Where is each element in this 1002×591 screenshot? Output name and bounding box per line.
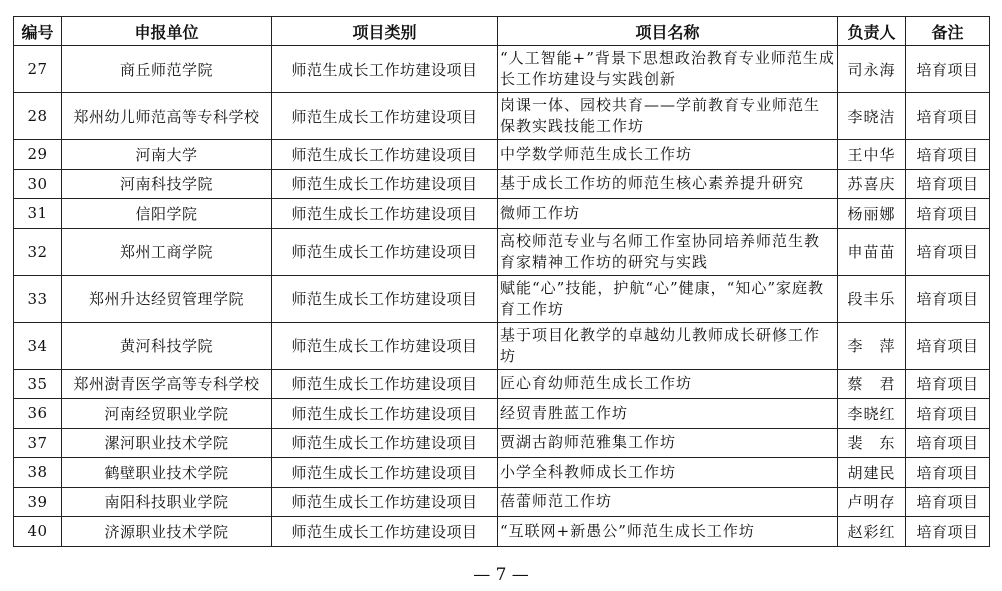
cell-person-in-charge: 申苗苗	[838, 228, 906, 275]
table-row	[14, 458, 990, 488]
cell-unit: 黄河科技学院	[62, 322, 272, 369]
cell-category: 师范生成长工作坊建设项目	[272, 46, 498, 93]
header-person-in-charge: 负责人	[838, 17, 906, 46]
cell-number: 40	[14, 517, 62, 547]
cell-person-in-charge: 赵彩红	[838, 517, 906, 547]
cell-number: 31	[14, 199, 62, 229]
cell-category: 师范生成长工作坊建设项目	[272, 458, 498, 488]
table-row	[14, 487, 990, 517]
header-project-name: 项目名称	[498, 17, 838, 46]
cell-remarks: 培育项目	[906, 199, 990, 229]
cell-person-in-charge: 李 萍	[838, 322, 906, 369]
cell-category: 师范生成长工作坊建设项目	[272, 169, 498, 199]
cell-project-name: 中学数学师范生成长工作坊	[498, 140, 838, 170]
cell-number: 36	[14, 399, 62, 429]
cell-remarks: 培育项目	[906, 369, 990, 399]
cell-number: 33	[14, 275, 62, 322]
cell-project-name: “人工智能+”背景下思想政治教育专业师范生成长工作坊建设与实践创新	[498, 46, 838, 93]
cell-project-name: 匠心育幼师范生成长工作坊	[498, 369, 838, 399]
cell-unit: 信阳学院	[62, 199, 272, 229]
cell-project-name: “互联网+新愚公”师范生成长工作坊	[498, 517, 838, 547]
cell-category: 师范生成长工作坊建设项目	[272, 322, 498, 369]
cell-category: 师范生成长工作坊建设项目	[272, 275, 498, 322]
table-row	[14, 369, 990, 399]
table-row	[14, 517, 990, 547]
cell-project-name: 经贸青胜蓝工作坊	[498, 399, 838, 429]
table-row	[14, 169, 990, 199]
cell-unit: 郑州幼儿师范高等专科学校	[62, 93, 272, 140]
header-row	[14, 17, 990, 46]
cell-category: 师范生成长工作坊建设项目	[272, 428, 498, 458]
cell-remarks: 培育项目	[906, 46, 990, 93]
cell-unit: 鹤壁职业技术学院	[62, 458, 272, 488]
cell-person-in-charge: 卢明存	[838, 487, 906, 517]
cell-project-name: 高校师范专业与名师工作室协同培养师范生教育家精神工作坊的研究与实践	[498, 228, 838, 275]
table-row	[14, 275, 990, 322]
cell-remarks: 培育项目	[906, 275, 990, 322]
cell-person-in-charge: 裴 东	[838, 428, 906, 458]
cell-category: 师范生成长工作坊建设项目	[272, 228, 498, 275]
cell-person-in-charge: 蔡 君	[838, 369, 906, 399]
cell-number: 39	[14, 487, 62, 517]
cell-remarks: 培育项目	[906, 487, 990, 517]
cell-project-name: 岗课一体、园校共育——学前教育专业师范生保教实践技能工作坊	[498, 93, 838, 140]
table-row	[14, 199, 990, 229]
cell-number: 35	[14, 369, 62, 399]
header-unit: 申报单位	[62, 17, 272, 46]
cell-project-name: 赋能“心”技能，护航“心”健康，“知心”家庭教育工作坊	[498, 275, 838, 322]
cell-project-name: 微师工作坊	[498, 199, 838, 229]
cell-person-in-charge: 苏喜庆	[838, 169, 906, 199]
cell-person-in-charge: 胡建民	[838, 458, 906, 488]
cell-number: 32	[14, 228, 62, 275]
table-row	[14, 322, 990, 369]
cell-person-in-charge: 李晓洁	[838, 93, 906, 140]
cell-unit: 河南经贸职业学院	[62, 399, 272, 429]
header-number: 编号	[14, 17, 62, 46]
table-row	[14, 228, 990, 275]
cell-number: 37	[14, 428, 62, 458]
cell-unit: 漯河职业技术学院	[62, 428, 272, 458]
table-row	[14, 93, 990, 140]
cell-remarks: 培育项目	[906, 322, 990, 369]
cell-remarks: 培育项目	[906, 93, 990, 140]
cell-project-name: 基于项目化教学的卓越幼儿教师成长研修工作坊	[498, 322, 838, 369]
cell-number: 28	[14, 93, 62, 140]
cell-remarks: 培育项目	[906, 140, 990, 170]
cell-person-in-charge: 李晓红	[838, 399, 906, 429]
cell-remarks: 培育项目	[906, 399, 990, 429]
table-row	[14, 46, 990, 93]
cell-unit: 商丘师范学院	[62, 46, 272, 93]
cell-project-name: 小学全科教师成长工作坊	[498, 458, 838, 488]
cell-category: 师范生成长工作坊建设项目	[272, 140, 498, 170]
table-row	[14, 428, 990, 458]
cell-number: 27	[14, 46, 62, 93]
cell-unit: 郑州工商学院	[62, 228, 272, 275]
cell-remarks: 培育项目	[906, 517, 990, 547]
cell-number: 34	[14, 322, 62, 369]
cell-remarks: 培育项目	[906, 228, 990, 275]
cell-category: 师范生成长工作坊建设项目	[272, 369, 498, 399]
cell-category: 师范生成长工作坊建设项目	[272, 517, 498, 547]
cell-project-name: 贾湖古韵师范雅集工作坊	[498, 428, 838, 458]
cell-unit: 南阳科技职业学院	[62, 487, 272, 517]
cell-category: 师范生成长工作坊建设项目	[272, 487, 498, 517]
cell-number: 29	[14, 140, 62, 170]
cell-category: 师范生成长工作坊建设项目	[272, 199, 498, 229]
cell-remarks: 培育项目	[906, 458, 990, 488]
cell-number: 30	[14, 169, 62, 199]
cell-person-in-charge: 杨丽娜	[838, 199, 906, 229]
cell-project-name: 蓓蕾师范工作坊	[498, 487, 838, 517]
header-remarks: 备注	[906, 17, 990, 46]
cell-unit: 河南科技学院	[62, 169, 272, 199]
project-table	[13, 16, 990, 547]
cell-person-in-charge: 段丰乐	[838, 275, 906, 322]
cell-category: 师范生成长工作坊建设项目	[272, 399, 498, 429]
cell-unit: 河南大学	[62, 140, 272, 170]
cell-unit: 郑州澍青医学高等专科学校	[62, 369, 272, 399]
cell-person-in-charge: 王中华	[838, 140, 906, 170]
cell-remarks: 培育项目	[906, 428, 990, 458]
table-row	[14, 399, 990, 429]
cell-category: 师范生成长工作坊建设项目	[272, 93, 498, 140]
header-category: 项目类别	[272, 17, 498, 46]
cell-unit: 郑州升达经贸管理学院	[62, 275, 272, 322]
cell-remarks: 培育项目	[906, 169, 990, 199]
cell-project-name: 基于成长工作坊的师范生核心素养提升研究	[498, 169, 838, 199]
page-number: — 7 —	[473, 565, 529, 585]
cell-number: 38	[14, 458, 62, 488]
cell-unit: 济源职业技术学院	[62, 517, 272, 547]
table-row	[14, 140, 990, 170]
cell-person-in-charge: 司永海	[838, 46, 906, 93]
